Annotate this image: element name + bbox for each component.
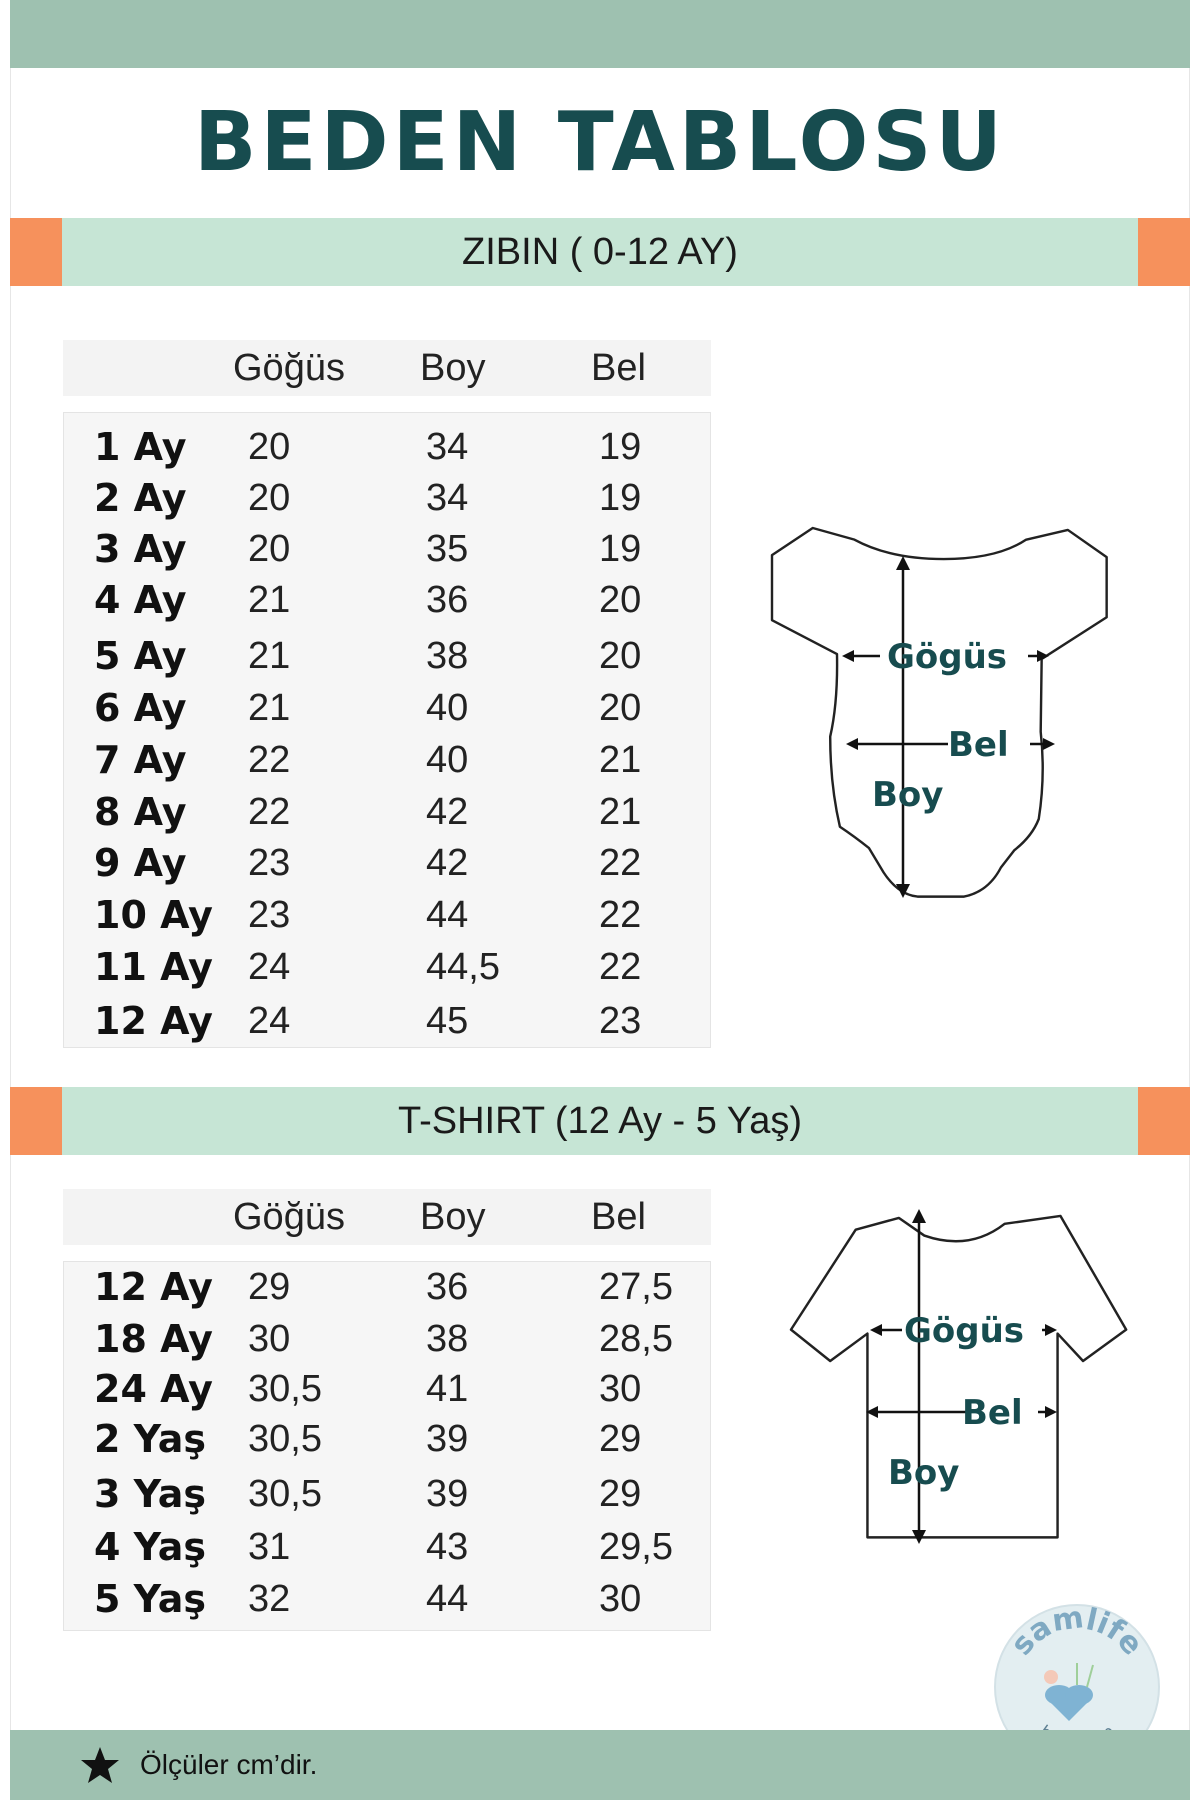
zibin-column-header — [63, 340, 711, 396]
boy-cell: 38 — [426, 1318, 469, 1360]
table-row — [64, 1262, 710, 1312]
table-row — [64, 422, 710, 472]
gogus-cell: 29 — [248, 1266, 291, 1308]
page-title: BEDEN TABLOSU — [194, 95, 1006, 190]
column-bel: Bel — [591, 1196, 646, 1238]
column-boy: Boy — [420, 1196, 486, 1238]
column-gogus: Göğüs — [233, 1196, 345, 1238]
table-row — [64, 890, 710, 940]
gogus-cell: 20 — [248, 528, 291, 570]
column-boy: Boy — [420, 347, 486, 389]
table-row — [64, 683, 710, 733]
boy-label: Boy — [872, 775, 944, 815]
tshirt-section-header — [10, 1087, 1190, 1155]
top-band — [10, 0, 1190, 68]
column-bel: Bel — [591, 347, 646, 389]
gogus-cell: 24 — [248, 1000, 291, 1042]
arrow-head — [1043, 738, 1055, 750]
table-row — [64, 735, 710, 785]
zibin-table — [63, 412, 711, 1048]
table-row — [64, 1364, 710, 1414]
size-cell: 8 Ay — [94, 790, 187, 834]
gogus-cell: 24 — [248, 946, 291, 988]
bel-label: Bel — [948, 725, 1009, 765]
bel-cell: 22 — [599, 946, 642, 988]
gogus-label: Gögüs — [887, 637, 1008, 677]
note-text: Ölçüler cm’dir. — [140, 1749, 318, 1780]
boy-label: Boy — [888, 1453, 960, 1493]
tshirt-diagram — [788, 1208, 1138, 1548]
bel-cell: 19 — [599, 528, 642, 570]
table-row — [64, 787, 710, 837]
boy-cell: 35 — [426, 528, 469, 570]
gogus-cell: 30,5 — [248, 1368, 322, 1410]
boy-cell: 34 — [426, 477, 469, 519]
gogus-cell: 21 — [248, 687, 291, 729]
footer-note — [80, 1740, 317, 1790]
column-gogus: Göğüs — [233, 347, 345, 389]
bel-cell: 19 — [599, 426, 642, 468]
size-cell: 5 Ay — [94, 634, 187, 678]
gogus-cell: 30,5 — [248, 1418, 322, 1460]
size-cell: 7 Ay — [94, 738, 187, 782]
bel-cell: 20 — [599, 687, 642, 729]
bel-cell: 29 — [599, 1473, 642, 1515]
gogus-label: Gögüs — [904, 1311, 1025, 1351]
tshirt-table — [63, 1261, 711, 1631]
boy-cell: 39 — [426, 1418, 469, 1460]
gogus-cell: 31 — [248, 1526, 291, 1568]
bel-cell: 20 — [599, 579, 642, 621]
zibin-section-header — [10, 218, 1190, 286]
bel-cell: 27,5 — [599, 1266, 673, 1308]
gogus-cell: 20 — [248, 426, 291, 468]
boy-cell: 42 — [426, 842, 469, 884]
boy-cell: 38 — [426, 635, 469, 677]
table-row — [64, 473, 710, 523]
boy-cell: 43 — [426, 1526, 469, 1568]
boy-cell: 34 — [426, 426, 469, 468]
size-cell: 4 Ay — [94, 578, 187, 622]
bel-cell: 20 — [599, 635, 642, 677]
bel-cell: 21 — [599, 739, 642, 781]
star-icon — [80, 1745, 120, 1785]
boy-cell: 44,5 — [426, 946, 500, 988]
table-row — [64, 996, 710, 1046]
arrow-head — [912, 1209, 926, 1223]
table-row — [64, 631, 710, 681]
boy-cell: 42 — [426, 791, 469, 833]
size-cell: 1 Ay — [94, 425, 187, 469]
bel-cell: 28,5 — [599, 1318, 673, 1360]
size-cell: 4 Yaş — [94, 1525, 206, 1569]
boy-cell: 44 — [426, 894, 469, 936]
table-row — [64, 838, 710, 888]
bel-cell: 30 — [599, 1578, 642, 1620]
table-row — [64, 1522, 710, 1572]
size-cell: 12 Ay — [94, 1265, 213, 1309]
bel-cell: 29,5 — [599, 1526, 673, 1568]
size-cell: 12 Ay — [94, 999, 213, 1043]
bel-cell: 22 — [599, 842, 642, 884]
table-row — [64, 942, 710, 992]
size-cell: 9 Ay — [94, 841, 187, 885]
size-cell: 5 Yaş — [94, 1577, 206, 1621]
boy-cell: 36 — [426, 579, 469, 621]
logo-baby-face — [1044, 1670, 1058, 1684]
gogus-cell: 23 — [248, 894, 291, 936]
boy-cell: 45 — [426, 1000, 469, 1042]
table-row — [64, 1414, 710, 1464]
tshirt-heading: T-SHIRT (12 Ay - 5 Yaş) — [397, 1100, 803, 1142]
table-row — [64, 524, 710, 574]
size-cell: 2 Ay — [94, 476, 187, 520]
boy-cell: 41 — [426, 1368, 469, 1410]
table-row — [64, 1469, 710, 1519]
bel-cell: 22 — [599, 894, 642, 936]
size-cell: 2 Yaş — [94, 1417, 206, 1461]
size-cell: 24 Ay — [94, 1367, 213, 1411]
bodysuit-outline — [772, 528, 1107, 897]
gogus-cell: 30 — [248, 1318, 291, 1360]
bel-cell: 19 — [599, 477, 642, 519]
boy-cell: 39 — [426, 1473, 469, 1515]
bel-cell: 29 — [599, 1418, 642, 1460]
bel-cell: 23 — [599, 1000, 642, 1042]
boy-cell: 36 — [426, 1266, 469, 1308]
gogus-cell: 22 — [248, 739, 291, 781]
table-row — [64, 575, 710, 625]
boy-cell: 40 — [426, 687, 469, 729]
gogus-cell: 22 — [248, 791, 291, 833]
size-cell: 11 Ay — [94, 945, 213, 989]
size-cell: 18 Ay — [94, 1317, 213, 1361]
logo-brand: samlife — [1004, 1603, 1150, 1663]
zibin-heading: ZIBIN ( 0-12 AY) — [462, 231, 738, 273]
gogus-cell: 21 — [248, 579, 291, 621]
size-cell: 10 Ay — [94, 893, 213, 937]
bel-label: Bel — [962, 1393, 1023, 1433]
gogus-cell: 21 — [248, 635, 291, 677]
bel-cell: 21 — [599, 791, 642, 833]
bel-cell: 30 — [599, 1368, 642, 1410]
size-cell: 6 Ay — [94, 686, 187, 730]
table-row — [64, 1314, 710, 1364]
gogus-cell: 23 — [248, 842, 291, 884]
boy-cell: 40 — [426, 739, 469, 781]
bodysuit-diagram — [770, 520, 1120, 910]
boy-cell: 44 — [426, 1578, 469, 1620]
table-row — [64, 1574, 710, 1624]
tshirt-column-header — [63, 1189, 711, 1245]
size-cell: 3 Yaş — [94, 1472, 206, 1516]
size-cell: 3 Ay — [94, 527, 187, 571]
gogus-cell: 20 — [248, 477, 291, 519]
gogus-cell: 32 — [248, 1578, 291, 1620]
gogus-cell: 30,5 — [248, 1473, 322, 1515]
